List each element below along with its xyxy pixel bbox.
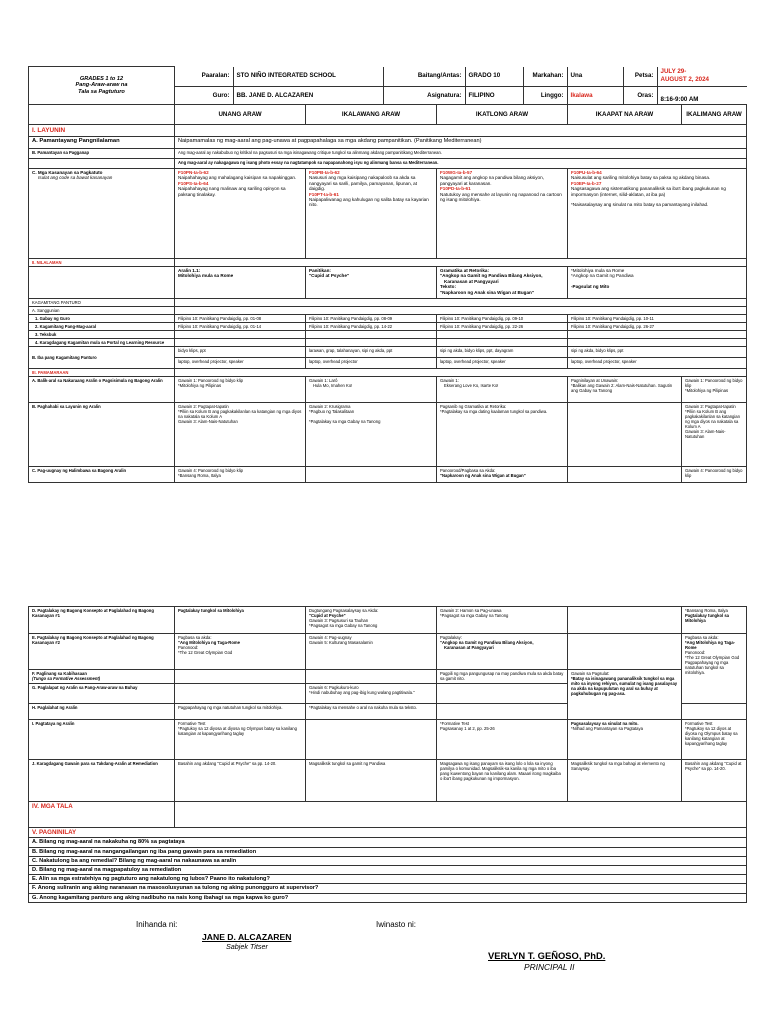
- pagninilay-item: B. Bilang ng mag-aaral na nangangailangan ng iba pang gawain para sa remediation: [29, 847, 747, 856]
- nilalaman-day3: Gramatika at Retorika: "Angkop na Gamit ng Pandiwa Bilang Aksiyon, Karanasan at Pangyayari Teksto: "Napkaroon ng Anak sina Wigan at Bugan": [437, 267, 568, 299]
- prepared-by-name: JANE D. ALCAZAREN: [202, 932, 292, 942]
- teksbuk-row: [29, 331, 747, 339]
- pamamaraan-title: III. PAMAMARAAN: [29, 369, 175, 377]
- checked-by-role: PRINCIPAL II: [524, 962, 575, 972]
- kagamitan-title-row: [29, 299, 747, 307]
- pamantayang-pangnilalaman-label: A. Pamantayang Pangnilalaman: [29, 137, 175, 149]
- pamantayang-pangnilalaman-value: Naipamamalas ng mag-aaral ang pag-unawa at pagpapahalaga sa mga akdang pampanitikan. (Panitikang Mediterranean): [175, 137, 747, 149]
- gabay-guro-row: [29, 315, 747, 323]
- kasanayan-day2: [306, 169, 437, 259]
- prepared-by-label: Inihanda ni:: [136, 920, 178, 929]
- karagdagang-kagamitan-label: 4. Karagdagang Kagamitan mula sa Portal ng Learning Resource: [29, 339, 175, 347]
- kagamitang-mag-aaral-label: 2. Kagamitang Pang-Mag-aaral: [29, 323, 175, 331]
- checked-by-label: Iwinasto ni:: [376, 920, 417, 929]
- kasanayan-text: Naipahahayag ang mahalagang kaisipan sa napakinggan.: [178, 175, 297, 181]
- kasanayan-text: Nagsasagawa ang sistematikong pananaliksik sa iba't ibang pagkukunan ng impormasyon (internet, silid-aklatan, at iba pa): [571, 186, 726, 197]
- takdang-aralin-row: J. Karagdagang Gawain para sa Takdang-Aralin at Remediation Basahin ang akdang "Cupid at Psyche" sa pp. 14-20. Magsaliksik tungkol sa gamit ng Pandiwa Magsagawa ng isang panayam sa isang lolo o lola sa inyong pamilya o komunidad. Magsaliksik-sa kanila ng mga mito o iba pang kuwentong bayan na kanilang alam. Maaari itong magkaiba o iba't ibang pagkukunan ng impormasyon. Magsaliksik tungkol sa mga bahagi at elemento ng Sanaysay. Basahin ang akdang "Cupid at Psyche" sa pp. 14-20.: [29, 760, 747, 802]
- kasanayan-row: [29, 169, 747, 259]
- petsa-line1: JULY 29-: [660, 68, 687, 76]
- layunin-title: I. LAYUNIN: [29, 125, 175, 137]
- pagninilay-title: V. PAGNINILAY: [29, 828, 747, 838]
- pagninilay-item: A. Bilang ng mag-aaral na nakakuha ng 80% sa pagtataya: [29, 838, 747, 847]
- oras-value: 8:16-9:00 AM: [657, 86, 747, 105]
- takdang-aralin-label: J. Karagdagang Gawain para sa Takdang-Aralin at Remediation: [29, 760, 175, 802]
- kasanayan-day3: [437, 169, 568, 259]
- layunin-title-row: [29, 125, 747, 137]
- code: F10EP-Ia-b-27: [571, 180, 602, 186]
- grades-label: GRADES 1 to 12: [79, 75, 124, 82]
- karagdagang-kagamitan-row: [29, 339, 747, 347]
- iba-pang-kagamitan-label: B. Iba pang Kagamitang Panturo: [29, 347, 175, 369]
- day-header-1: UNANG ARAW: [175, 105, 306, 125]
- iba-pang-kagamitan-row: B. Iba pang Kagamitang Panturo bidyo klips, ppt larawan, grap, talahanayan, sipi ng akda, ppt sipi ng akda, bidyo klips, ppt, dayagram sipi ng akda, bidyo klips, ppt: [29, 347, 747, 358]
- code: F10PD-Ia-b-61: [440, 186, 471, 192]
- paglinang-label: F. Paglinang sa Kabihasaan (Tungo sa Formative Assessment): [29, 670, 175, 684]
- day-header-4: IKAAPAT NA ARAW: [568, 105, 682, 125]
- linggo-label: Linggo:: [523, 86, 567, 105]
- page-break: [0, 540, 768, 606]
- pamantayan-pagganap-label: B. Pamantayan sa Pagganap: [29, 149, 175, 159]
- code: F10WG-Ia-b-57: [440, 170, 473, 175]
- header-row-1: [29, 67, 747, 105]
- kasanayan-text: Nasusuri ang mga kaisipang nakapaloob sa akda sa nangyayari sa sarili, pamilya, pamayanan, lipunan, at daigdig.: [309, 175, 418, 192]
- kasanayan-text: *Naisasalaysay ang sinulat na mito batay sa pamantayang inilahad.: [571, 202, 709, 208]
- kasanayan-day1: [175, 169, 306, 259]
- asignatura-value: FILIPINO: [465, 86, 523, 105]
- pagninilay-item: E. Alin sa mga estratehiya ng pagtuturo ang nakatulong ng lubos? Paano ito nakatulong?: [29, 875, 747, 884]
- code: F10PT-Ia-b-61: [309, 191, 339, 197]
- nilalaman-day2: Panitikan: "Cupid at Psyche": [306, 267, 437, 299]
- code: F10PB-Ia-b-62: [309, 170, 340, 175]
- petsa-value: [657, 67, 747, 87]
- pamantayang-pangnilalaman-row: [29, 137, 747, 149]
- paaralan-value: STO NIÑO INTEGRATED SCHOOL: [233, 67, 383, 87]
- day-header-3: IKATLONG ARAW: [437, 105, 568, 125]
- pamantayan-pagganap-row: [29, 149, 747, 159]
- kagamitan-title: KAGAMITANG PANTURO: [29, 299, 175, 307]
- lesson-log: [28, 66, 746, 483]
- gabay-guro-day3: Filipino 10: Panitikang Pandaigdig, pp. 09-10: [437, 315, 568, 323]
- code: F10PN-Ia-b-62: [178, 170, 209, 175]
- kasanayan-day4: [568, 169, 747, 259]
- lesson-log-table-2: [28, 606, 747, 903]
- kasanayan-text: Natutukoy ang mensahe at layunin ng napanood na cartoon ng isang mitolohiya.: [440, 191, 562, 203]
- kasanayan-title: C. Mga Kasanayan sa Pagkatuto: [32, 170, 103, 175]
- paglalapat-row: G. Paglalapat ng Aralin sa Pang-Araw-araw na Buhay Gawain 6: Pagkukuro-kuro *Hindi nabubuhay ang pag-ibig kung walang pagtitiwala.": [29, 684, 747, 704]
- pag-uugnay-row: C. Pag-uugnay ng Halimbawa sa Bagong Aralin Gawain 4: Panoorood ng bidyo klip *Bansang Roma, Italya Panoorood/Pagbasa sa Akda: "Napkaroon ng Anak sina Wigan at Bugan" Gawain 4: Panoorood ng bidyo klip: [29, 467, 747, 483]
- pagtalakay-1-label: D. Pagtalakay ng Bagong Konsepto at Paglalahad ng Bagong Kasanayan #1: [29, 607, 175, 634]
- mga-tala-title: IV. MGA TALA: [29, 802, 175, 828]
- pag-uugnay-label: C. Pag-uugnay ng Halimbawa sa Bagong Aralin: [29, 467, 175, 483]
- paaralan-label: Paaralan:: [175, 67, 233, 87]
- baitang-value: GRADO 10: [465, 67, 523, 87]
- lesson-log-page-2: [28, 606, 746, 903]
- sanggunian-label: A. Sanggunian: [29, 307, 175, 315]
- pagninilay-item: G. Anong kagamitang panturo ang aking nadibuho na nais kong ibahagi sa mga kapwa ko guro?: [29, 893, 747, 902]
- baitang-label: Baitang/Antas:: [383, 67, 465, 87]
- pagtalakay-2-label: E. Pagtalakay ng Bagong Konsepto at Paglalahad ng Bagong Kasanayan #2: [29, 634, 175, 670]
- day-header-2: IKALAWANG ARAW: [306, 105, 437, 125]
- pamantayan-pagganap-row-2: [29, 159, 747, 169]
- paglalapat-label: G. Paglalapat ng Aralin sa Pang-Araw-araw na Buhay: [29, 684, 175, 704]
- pamantayan-pagganap-value: Ang mag-aaral ay nakabubuo ng kritikal na pagsusuri sa mga isinagawang critique tungkol sa alinmang akdang pampanitikang Mediterranean.: [175, 149, 747, 159]
- oras-label: Oras:: [623, 86, 657, 105]
- petsa-label: Petsa:: [623, 67, 657, 87]
- nilalaman-title-row: [29, 259, 747, 267]
- balik-aral-row: A. Balik-aral sa Nakaraang Aralin o Pagsisimula ng Bagong Aralin Gawain 1: Panoorood ng bidyo klip *Mitolohiya ng Pilipinas Gawain 1: Larô Hula Mo, Imahen Ko! Gawain 1: Ekserang Love Ko, Isarte Ko! Pagninilayan at Unawain: *Balikan ang Gawain 2: Alam-Nais-Natutuhan. Sagutin ang Gabay na Tanong Gawain 1: Panoorood ng bidyo klip *Mitolohiya ng Pilipinas: [29, 377, 747, 403]
- paghahabi-label: B. Paghahabi sa Layunin ng Aralin: [29, 403, 175, 467]
- gabay-guro-day1: Filipino 10: Panitikang Pandaigdig, pp. 01-08: [175, 315, 306, 323]
- pagninilay-item: C. Nakatulong ba ang remedial? Bilang ng mag-aaral na nakaunawa sa aralin: [29, 856, 747, 865]
- log-title: [29, 67, 175, 105]
- kasanayan-label: [29, 169, 175, 259]
- markahan-value: Una: [567, 67, 623, 87]
- pagninilay-item: F. Anong suliranin ang aking naranasan na masosolusyunan sa tulong ng aking punongguro at supervisor?: [29, 884, 747, 893]
- kasanayan-sub: Isulat ang code sa bawat kasanayan: [38, 175, 113, 181]
- paglalahat-label: H. Paglalahat ng Aralin: [29, 704, 175, 720]
- code: F10PS-Ia-b-64: [178, 180, 209, 186]
- day-header-5: IKALIMANG ARAW: [682, 105, 747, 125]
- lesson-log-table: GRADES 1 to 12 Pang-Araw-araw na Tala sa Pagtuturo Paaralan: STO NIÑO INTEGRATED SCHOOL Baitang/Antas: GRADO 10 Markahan: Una Petsa: JULY 29- AUGUST 2, 2024 Guro: BB. JANE D. ALCAZAREN Asignatura: FILIPINO Linggo: Ikalawa Oras: 8:16-9:00 AM UNANG ARAW IKALAWANG ARAW IKATLONG ARAW IKAAPAT NA ARAW IKALIMANG ARAW I. LAYUNIN A. Pamantayang Pangnilalaman Naipamamalas ng mag-aaral ang pag-unawa at pagpapahalaga sa mga akdang pampanitikan. (Panitikang Mediterranean) B. Pamantayan sa Pagganap Ang mag-aaral ay nakabubuo ng kritikal na pagsusuri sa mga isinagawang critique tungkol sa alinmang akdang pampanitikang Mediterranean. Ang mag-aaral ay nakagagawa ng isang photo essay na nagtatampok sa napapanahong isyu ng alinmang bansa sa Mediterranean. C. Mga Kasanayan sa Pagkatuto Isulat ang code sa bawat kasanayan F10PN-Ia-b-62 Naipahahayag ang mahalagang kaisipan sa napakinggan. F10PS-Ia-b-64 Naipahahayag nang malinaw ang sariling opinyon sa paksang tinalakay. F10PB-Ia-b-62 Nasusuri ang mga kaisipang nakapaloob sa akda sa nangyayari sa sarili, pamilya, pamayanan, lipunan, at daigdig. F10PT-Ia-b-61 Naipapaliwanag ang kahulugan ng salita batay sa kayarian nito. F10WG-Ia-b-57 Nagagamit ang angkop na pandiwa bilang aksiyon, pangyayari at karanasan. F10PD-Ia-b-61 Natutukoy ang mensahe at layunin ng napanood na cartoon ng isang mitolohiya. F10PU-Ia-b-64 Naisusulat ang sariling mitolohiya batay sa paksa ng akdang binasa. F10EP-Ia-b-27 Nagsasagawa ang sistematikong pananaliksik sa iba't ibang pagkukunan ng impormasyon (internet, silid-aklatan, at iba pa) *Naisasalaysay ang sinulat na mito batay sa pamantayang inilahad. II. NILALAMAN Aralin 1.1: Mitolohiya mula sa Rome Panitikan: "Cupid at Psyche" Gramatika at Retorika: "Angkop na Gamit ng Pandiwa Bilang Aksiyon, Karanasan at Pangyayari Teksto: "Napkaroon ng Anak sina Wigan at Bugan" *Mitolohiya mula sa Rome *Angkop na Gamit ng Pandiwa -Pagsulat ng Mito KAGAMITANG PANTURO A. Sanggunian 1. Gabay ng Guro Filipino 10: Panitikang Pandaigdig, pp. 01-08 Filipino 10: Panitikang Pandaigdig, pp. 08-09 Filipino 10: Panitikang Pandaigdig, pp. 09-10 Filipino 10: Panitikang Pandaigdig, pp. 10-11 2. Kagamitang Pang-Mag-aaral Filipino 10: Panitikang Pandaigdig, pp. 01-14 Filipino 10: Panitikang Pandaigdig, pp. 14-22 Filipino 10: Panitikang Pandaigdig, pp. 22-26 Filipino 10: Panitikang Pandaigdig, pp. 26-27 3. Teksbuk 4. Karagdagang Kagamitan mula sa Portal ng Learning Resource B. Iba pang Kagamitang Panturo bidyo klips, ppt larawan, grap, talahanayan, sipi ng akda, ppt sipi ng akda, bidyo klips, ppt, dayagram sipi ng akda, bidyo klips, ppt laptop, overhead projector, speaker laptop, overhead projector laptop, overhead projector, speaker laptop, overhead projector, speaker III. PAMAMARAAN A. Balik-aral sa Nakaraang Aralin o Pagsisimula ng Bagong Aralin Gawain 1: Panoorood ng bidyo klip *Mitolohiya ng Pilipinas Gawain 1: Larô Hula Mo, Imahen Ko! Gawain 1: Ekserang Love Ko, Isarte Ko! Pagninilayan at Unawain: *Balikan ang Gawain 2: Alam-Nais-Natutuhan. Sagutin ang Gabay na Tanong Gawain 1: Panoorood ng bidyo klip *Mitolohiya ng Pilipinas B. Paghahabi sa Layunin ng Aralin Gawain 2: Pagtapat-tapatin *Piliin sa Kolum B ang pagkakakilanlan sa katangian ng mga diyos na nakatala sa Kolum A Gawain 3: Alam-Nais-Natutuhan Gawain 2: Krusigrama *Pagbuo ng Talasalitaan *Pagtalakay sa mga Gabay na Tanong Pagsanib ng Gramatika at Retorika: *Pagtalakay sa mga dating kaalaman tungkol sa pandiwa. Gawain 2: Pagtapat-tapatin *Piliin sa Kolum B ang pagkakakilanlan sa katangian ng mga diyos na nakatala sa Kolum A Gawain 3: Alam-Nais-Natutuhan C. Pag-uugnay ng Halimbawa sa Bagong Aralin Gawain 4: Panoorood ng bidyo klip *Bansang Roma, Italya Panoorood/Pagbasa sa Akda: "Napkaroon ng Anak sina Wigan at Bugan" Gawain 4: Panoorood ng bidyo klip: [28, 66, 747, 483]
- pagtalakay-1-row: D. Pagtalakay ng Bagong Konsepto at Paglalahad ng Bagong Kasanayan #1 Pagtalakay tungkol sa Mitolohiya Dugtungang Pagsasalaysay sa Akda: "Cupid at Psyche" Gawain 3: Pagsusuri sa Tauhan *Pagsagot sa mga Gabay na Tanong Gawain 2: Hamon sa Pag-unawa *Pagsagot sa mga Gabay na Tanong *Bansang Roma, Italya Pagtalakay tungkol sa Mitolohiya: [29, 607, 747, 634]
- pagninilay-item: D. Bilang ng mag-aaral na magpapatuloy sa remediation: [29, 866, 747, 875]
- nilalaman-day4: *Mitolohiya mula sa Rome *Angkop na Gamit ng Pandiwa -Pagsulat ng Mito: [568, 267, 747, 299]
- kasanayan-text: Naipapaliwanag ang kahulugan ng salita batay sa kayarian nito.: [309, 197, 429, 208]
- checked-by-name: VERLYN T. GEÑOSO, PhD.: [488, 950, 606, 961]
- paglalahat-row: H. Paglalahat ng Aralin Pagpapahayag ng mga natutuhan tungkol sa mitolohiya. *Pagtalakay sa mensahe o aral na nakuha mula sa teksto.: [29, 704, 747, 720]
- kasanayan-text: Nagagamit ang angkop na pandiwa bilang aksiyon, pangyayari at karanasan.: [440, 175, 544, 186]
- pamantayan-pagganap-value-2: Ang mag-aaral ay nakagagawa ng isang photo essay na nagtatampok sa napapanahong isyu ng alinmang bansa sa Mediterranean.: [175, 159, 747, 169]
- pagninilay-title-row: [29, 828, 747, 838]
- teksbuk-label: 3. Teksbuk: [29, 331, 175, 339]
- guro-value: BB. JANE D. ALCAZAREN: [233, 86, 383, 105]
- asignatura-label: Asignatura:: [383, 86, 465, 105]
- pagtataya-label: I. Pagtataya ng Aralin: [29, 720, 175, 760]
- kasanayan-text: Naisusulat ang sariling mitolohiya batay sa paksa ng akdang binasa.: [571, 175, 711, 181]
- day-header-row: [29, 105, 747, 125]
- gabay-guro-label: 1. Gabay ng Guro: [29, 315, 175, 323]
- linggo-value: Ikalawa: [567, 86, 623, 105]
- log-title-line1: Pang-Araw-araw na: [75, 82, 128, 89]
- nilalaman-title: II. NILALAMAN: [29, 259, 175, 267]
- log-title-line2: Tala sa Pagtuturo: [78, 88, 125, 95]
- petsa-line2: AUGUST 2, 2024: [660, 76, 709, 83]
- mga-tala-row: [29, 802, 747, 828]
- gabay-guro-day4: Filipino 10: Panitikang Pandaigdig, pp. 10-11: [568, 315, 747, 323]
- kasanayan-text: Naipahahayag nang malinaw ang sariling opinyon sa paksang tinalakay.: [178, 186, 286, 197]
- code: F10PU-Ia-b-64: [571, 170, 602, 175]
- day-header-blank: [29, 105, 175, 125]
- nilalaman-day1: Aralin 1.1: Mitolohiya mula sa Rome: [175, 267, 306, 299]
- guro-label: Guro:: [175, 86, 233, 105]
- pagtataya-row: I. Pagtataya ng Aralin Formative Test *Pagtukoy sa 12 diyosa at diyosa ng Olympus batay sa kanilang katangian at kapangyarihang taglay *Formative Test Pagsasanay 1 at 2, pp. 25-26 Pagsasalaysay sa sinulat na mito. *Nilhad ang Pamantayan sa Pagtataya Formative Test *Pagtukoy sa 12 diyos at diyosa ng Olympus batay sa kanilang katangian at kapangyarihang taglay: [29, 720, 747, 760]
- paglinang-row: F. Paglinang sa Kabihasaan (Tungo sa Formative Assessment) Pagpili ng mga pangungusap na may pandiwa mula sa akda batay sa gamit nito. Gawain sa Pagsulat: *Batay sa isinagawang pananaliksik tungkol sa mga mito sa inyong rehiyon, sumulat ng isang pasalaysay na akda na kapupulutan ng aral sa buhay at pagkuhubugan ng pag-asa.: [29, 670, 747, 684]
- prepared-by-role: Sabjek Titser: [226, 942, 268, 951]
- pagtalakay-2-row: E. Pagtalakay ng Bagong Konsepto at Paglalahad ng Bagong Kasanayan #2 Pagbasa sa akda: "Ang Mitolohiya ng Taga-Rome Panonood: *The 12 Great Olympian God Gawain 4: Pag-uugnay Gawain 5: Kulturang Masasalamin Pagtalakay: "Angkop na Gamit ng Pandiwa Bilang Aksiyon, Karanasan at Pangyayari Pagbasa sa akda: *Ang Mitolohiya ng Taga-Rome Panonood: *The 12 Great Olympian God Pagpapahayag ng mga natutuhan tungkol sa mitolohiya.: [29, 634, 747, 670]
- markahan-label: Markahan:: [523, 67, 567, 87]
- paghahabi-row: B. Paghahabi sa Layunin ng Aralin Gawain 2: Pagtapat-tapatin *Piliin sa Kolum B ang pagkakakilanlan sa katangian ng mga diyos na nakatala sa Kolum A Gawain 3: Alam-Nais-Natutuhan Gawain 2: Krusigrama *Pagbuo ng Talasalitaan *Pagtalakay sa mga Gabay na Tanong Pagsanib ng Gramatika at Retorika: *Pagtalakay sa mga dating kaalaman tungkol sa pandiwa. Gawain 2: Pagtapat-tapatin *Piliin sa Kolum B ang pagkakakilanlan sa katangian ng mga diyos na nakatala sa Kolum A Gawain 3: Alam-Nais-Natutuhan: [29, 403, 747, 467]
- nilalaman-row: [29, 267, 747, 299]
- balik-aral-label: A. Balik-aral sa Nakaraang Aralin o Pagsisimula ng Bagong Aralin: [29, 377, 175, 403]
- gabay-guro-day2: Filipino 10: Panitikang Pandaigdig, pp. 08-09: [306, 315, 437, 323]
- kagamitang-mag-aaral-row: 2. Kagamitang Pang-Mag-aaral Filipino 10: Panitikang Pandaigdig, pp. 01-14 Filipino 10: Panitikang Pandaigdig, pp. 14-22 Filipino 10: Panitikang Pandaigdig, pp. 22-26 Filipino 10: Panitikang Pandaigdig, pp. 26-27: [29, 323, 747, 331]
